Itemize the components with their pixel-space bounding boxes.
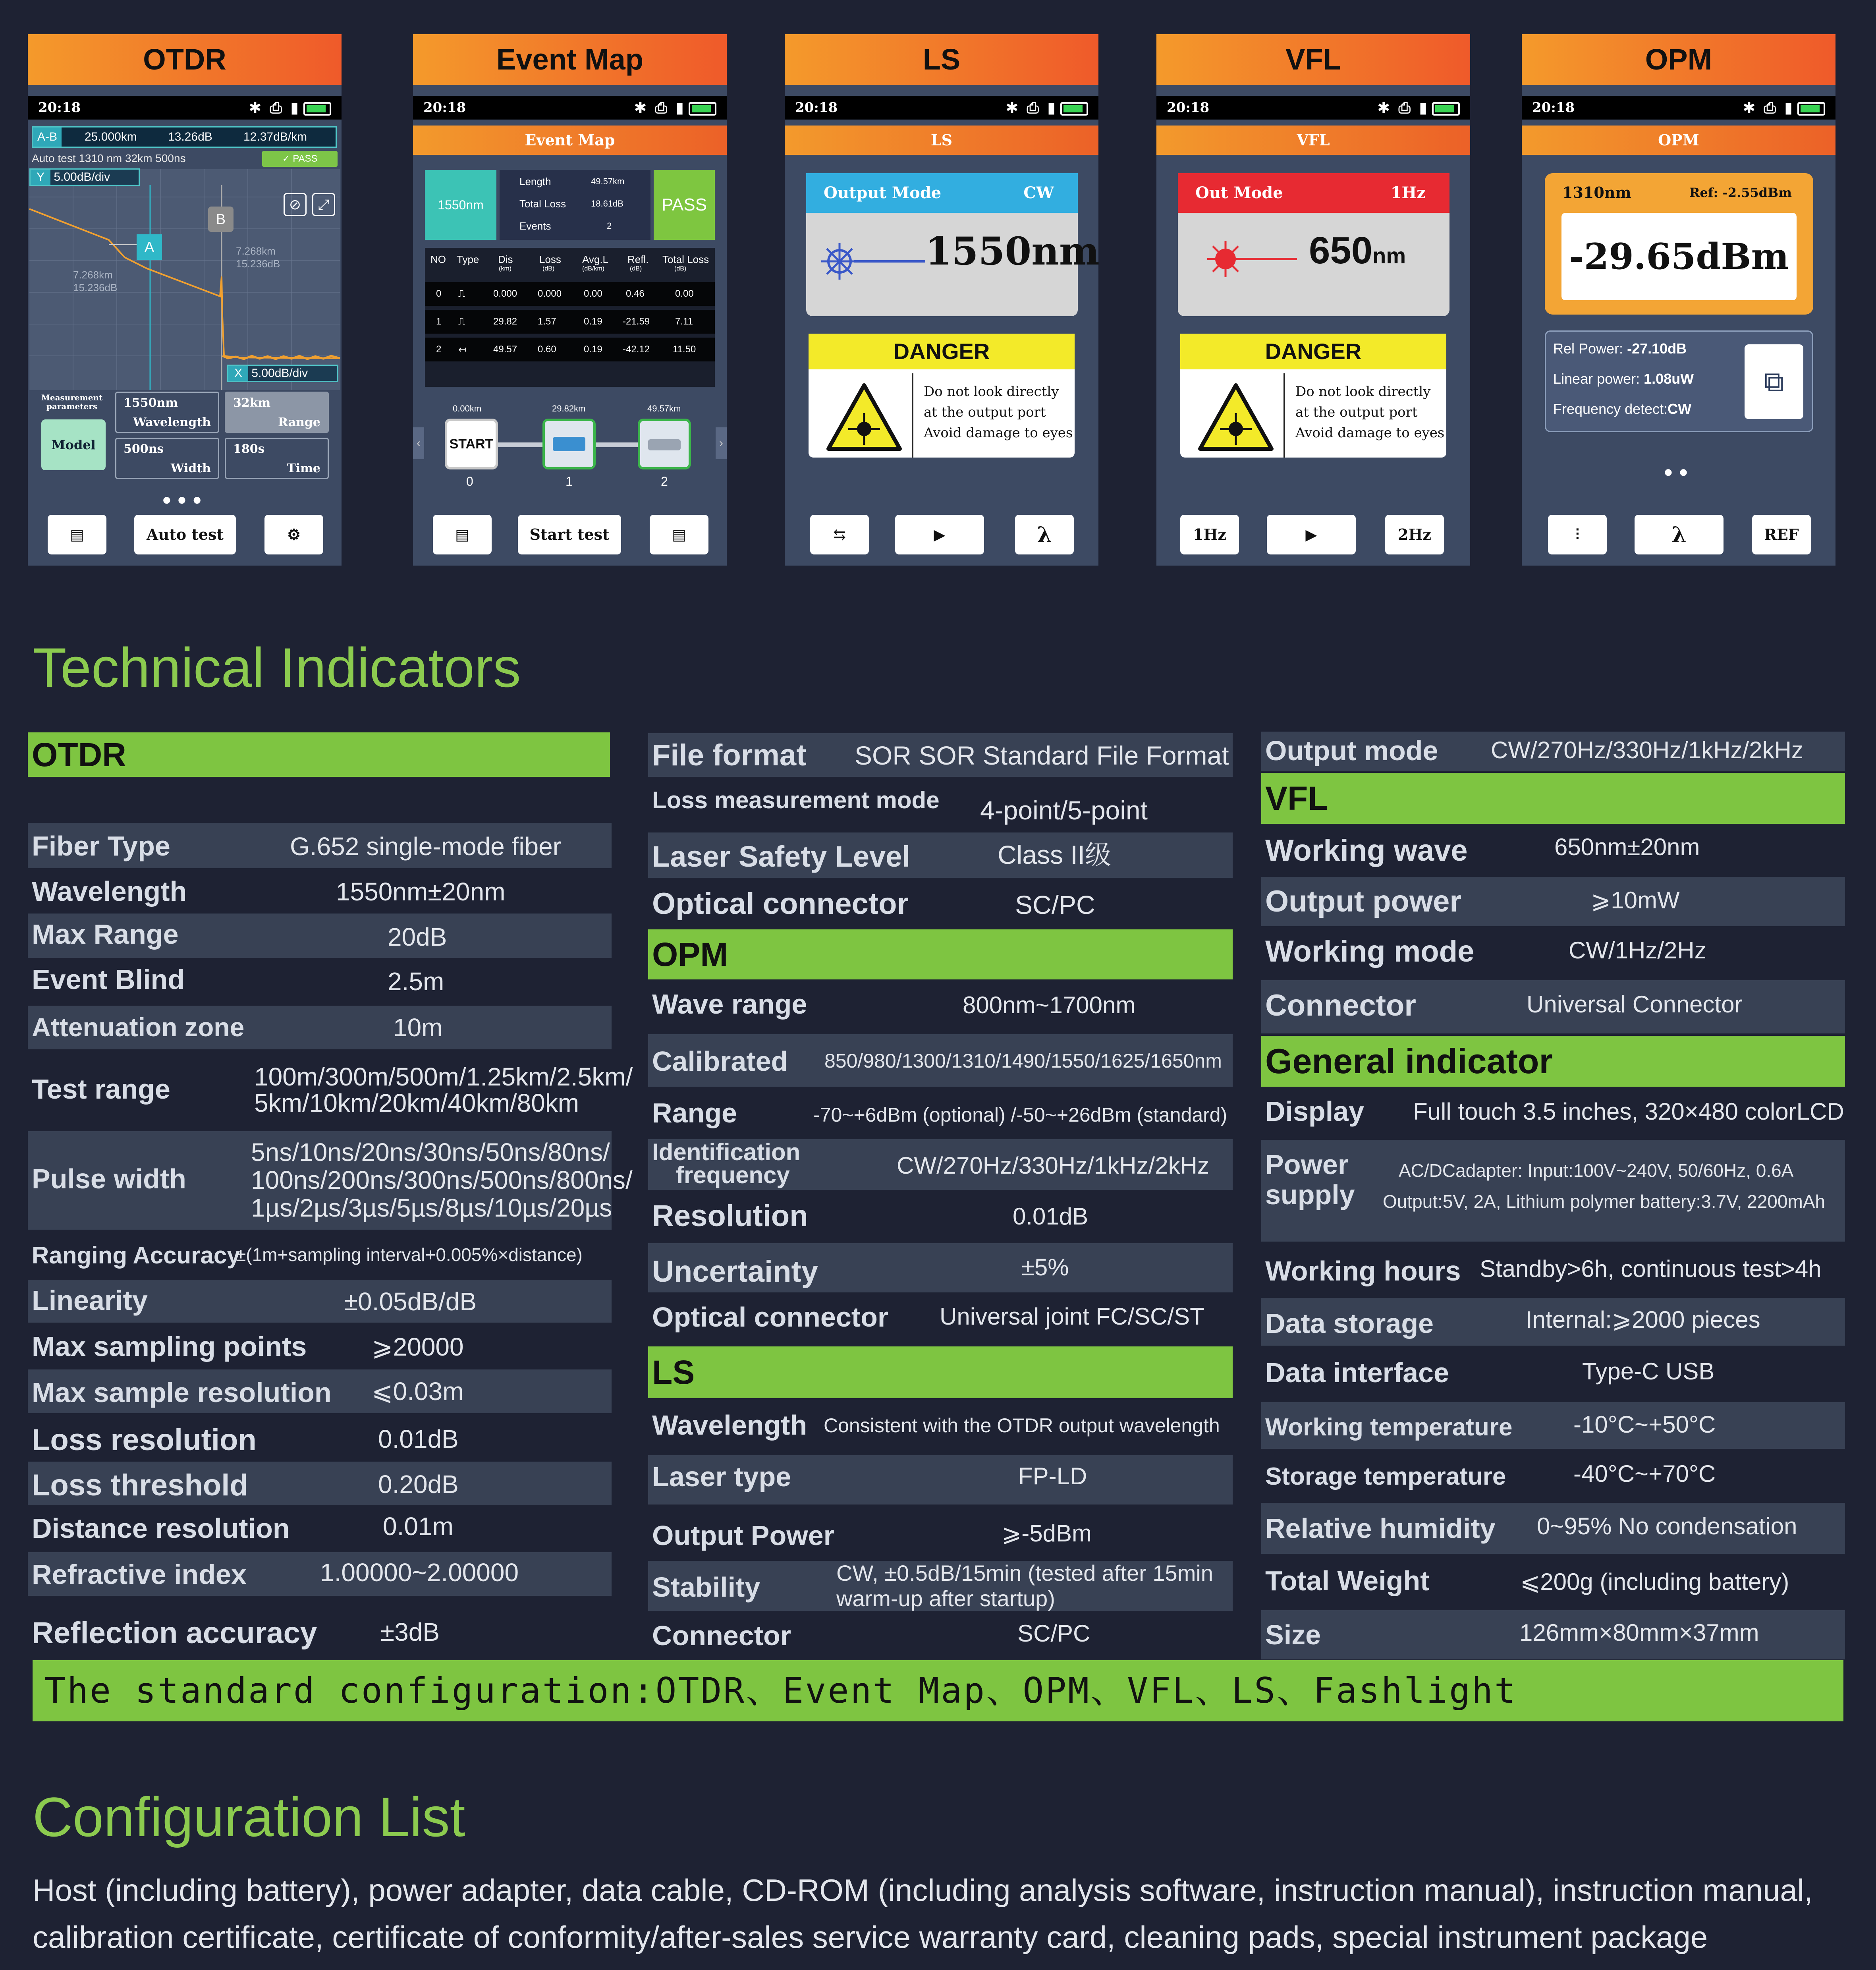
bluetooth-icon: ✱ — [634, 99, 648, 116]
spec-row: Connector SC/PC — [652, 1620, 1090, 1651]
settings-button[interactable] — [264, 515, 323, 554]
mode-switch-button[interactable] — [810, 515, 869, 554]
time-param[interactable]: 180s Time — [225, 438, 329, 479]
sd-card-icon: ▮ — [290, 99, 300, 116]
danger-warning: DANGER Do not look directly at the output port Avoid damage to eyes — [809, 334, 1075, 458]
status-icons — [634, 96, 716, 120]
wavelength-badge: 1550nm — [425, 170, 496, 240]
printer-icon: ⎙ — [1398, 99, 1412, 116]
battery-icon — [303, 102, 331, 116]
opm-reference: Ref: -2.55dBm — [1689, 185, 1792, 200]
vfl-screen — [1156, 34, 1470, 566]
spec-row: Total Weight ⩽200g (including battery) — [1265, 1565, 1789, 1596]
spec-row: Identification frequency CW/270Hz/330Hz/1kHz/2kHz — [648, 1139, 1233, 1190]
scroll-left-icon[interactable]: ‹ — [413, 427, 424, 459]
fullscreen-icon[interactable]: ⤢ — [312, 193, 335, 216]
sliders-icon: ⫶ — [1575, 525, 1579, 543]
sor-file-button[interactable] — [650, 515, 708, 554]
status-time: 20:18 — [1532, 100, 1575, 116]
spec-row: Working mode CW/1Hz/2Hz — [1265, 935, 1706, 968]
output-mode-header: Output Mode CW — [806, 173, 1078, 213]
spec-row: Output Power ⩾-5dBm — [652, 1520, 1092, 1551]
opm-spec-header: OPM — [648, 929, 1233, 979]
spec-row: File format SOR SOR Standard File Format — [648, 733, 1233, 777]
start-node[interactable]: START — [445, 419, 498, 469]
status-icons — [1377, 96, 1460, 120]
1hz-button[interactable]: 1Hz — [1180, 515, 1239, 554]
marker-a-readout: 7.268km 15.236dB — [73, 269, 118, 294]
pass-badge: PASS — [654, 170, 715, 240]
spec-row: Event Blind 2.5m — [32, 964, 444, 996]
spec-row: Optical connector SC/PC — [652, 887, 1095, 921]
opm-wavelength: 1310nm — [1562, 183, 1631, 201]
spec-row: Refractive index 1.00000~2.00000 — [28, 1552, 612, 1596]
status-bar — [1156, 96, 1470, 120]
ls-banner: LS — [785, 34, 1098, 85]
spec-row: Max Range 20dB — [28, 914, 612, 958]
ab-distance: 25.000km — [85, 130, 137, 143]
spec-row: Pulse width 5ns/10ns/20ns/30ns/50ns/80ns/ 100ns/200ns/300ns/500ns/800ns/ 1µs/2µs/3µs/5µs/8µs/10µs/20µs — [28, 1131, 612, 1230]
battery-icon — [1797, 102, 1825, 116]
end-event-node[interactable] — [638, 419, 691, 469]
output-mode-card[interactable] — [1178, 173, 1449, 316]
opm-screen — [1522, 34, 1835, 566]
model-button[interactable]: Model — [41, 419, 106, 470]
ls-title: LS — [785, 126, 1098, 155]
scroll-right-icon[interactable]: › — [716, 427, 727, 459]
auto-test-button[interactable]: Auto test — [134, 515, 236, 554]
ls-spec-header: LS — [648, 1346, 1233, 1398]
spec-row: Power supply AC/DCadapter: Input:100V~240V, 50/60Hz, 0.6A Output:5V, 2A, Lithium polymer battery:3.7V, 2200mAh — [1261, 1140, 1845, 1242]
marker-a[interactable]: A — [137, 234, 162, 260]
bluetooth-icon: ✱ — [249, 99, 263, 116]
spec-row: Attenuation zone 10m — [28, 1006, 612, 1049]
spec-row: Loss threshold 0.20dB — [28, 1462, 612, 1505]
spec-row: Linearity ±0.05dB/dB — [28, 1280, 612, 1323]
printer-icon: ⎙ — [1027, 99, 1040, 116]
opm-details: Rel Power: -27.10dB Linear power: 1.08uW Frequency detect:CW ⧉ — [1545, 330, 1813, 432]
page-dots: ●●● — [162, 491, 208, 508]
opm-power-value: -29.65dBm — [1561, 213, 1797, 300]
event-table: NO Type Dis Loss Avg.L Refl. Total Loss (km) (dB) (dB/km) (dB) (dB) 0 ⎍ 0.000 0.000 0.00 0.46 0.00 1 ⎍ 29.82 1.57 0.19 -21.59 7.11 2 ↤ 49.57 0.60 0.19 -42.12 11.50 — [425, 248, 715, 387]
sor-file-icon: ▤ — [672, 525, 686, 543]
technical-indicators-title: Technical Indicators — [33, 636, 521, 699]
status-time: 20:18 — [1167, 100, 1210, 116]
status-bar — [785, 96, 1098, 120]
spec-row: Calibrated 850/980/1300/1310/1490/1550/1625/1650nm — [648, 1034, 1233, 1087]
otdr-trace-graph[interactable] — [29, 169, 340, 390]
width-param[interactable]: 500ns Width — [115, 438, 219, 479]
spec-row: Working temperature -10°C~+50°C — [1261, 1402, 1845, 1449]
wavelength-button[interactable]: λ — [1635, 515, 1724, 554]
sd-card-icon: ▮ — [1047, 99, 1057, 116]
table-row[interactable]: 0 ⎍ 0.000 0.000 0.00 0.46 0.00 — [425, 282, 715, 306]
play-icon: ▶ — [1305, 525, 1317, 543]
spec-row: Reflection accuracy ±3dB — [32, 1616, 440, 1650]
battery-icon — [689, 102, 716, 116]
connector-icon — [553, 437, 585, 451]
danger-warning: DANGER Do not look directly at the output port Avoid damage to eyes — [1180, 334, 1446, 458]
pass-badge: ✓ PASS — [262, 151, 338, 167]
opm-title: OPM — [1522, 126, 1835, 155]
node-number: 1 — [566, 474, 573, 489]
bluetooth-icon: ✱ — [1006, 99, 1020, 116]
spec-row: Optical connector Universal joint FC/SC/ST — [652, 1302, 1204, 1333]
opm-banner: OPM — [1522, 34, 1835, 85]
ab-loss-per-km: 12.37dB/km — [243, 130, 307, 143]
status-bar — [413, 96, 727, 120]
printer-icon: ⎙ — [270, 99, 284, 116]
measurement-summary — [32, 126, 337, 148]
bluetooth-icon: ✱ — [1743, 99, 1757, 116]
vfl-banner: VFL — [1156, 34, 1470, 85]
otdr-spec-header: OTDR — [28, 732, 610, 777]
status-time: 20:18 — [795, 100, 838, 116]
spec-row: Size 126mm×80mm×37mm — [1261, 1610, 1845, 1659]
node-number: 2 — [661, 474, 668, 489]
ab-tag: A-B — [33, 127, 62, 147]
general-indicator-header: General indicator — [1261, 1036, 1845, 1087]
status-icons — [249, 96, 331, 120]
connector-event-node[interactable] — [542, 419, 596, 469]
start-test-button[interactable]: Start test — [518, 515, 621, 554]
sd-card-icon: ▮ — [1784, 99, 1794, 116]
spec-row: Relative humidity 0~95% No condensation — [1261, 1503, 1845, 1554]
status-time: 20:18 — [423, 100, 466, 116]
spec-row: Loss measurement mode 4-point/5-point — [652, 787, 1148, 825]
event-list-button[interactable] — [433, 515, 492, 554]
spec-row: Wave range 800nm~1700nm — [652, 989, 1136, 1020]
status-bar — [1522, 96, 1835, 120]
km-label: 49.57km — [647, 404, 681, 413]
spec-row: Laser Safety Level Class II级 — [648, 832, 1233, 878]
spec-row: Wavelength Consistent with the OTDR output wavelength — [652, 1410, 1220, 1441]
battery-icon — [1432, 102, 1460, 116]
event-map-banner: Event Map — [413, 34, 727, 85]
spec-row: Output power ⩾10mW — [1261, 877, 1845, 926]
ls-screen — [785, 34, 1098, 566]
event-map-screen — [413, 34, 727, 566]
output-mode-card[interactable] — [806, 173, 1100, 316]
settings-sliders-button[interactable] — [1548, 515, 1607, 554]
status-icons — [1743, 96, 1825, 120]
spec-row: Distance resolution 0.01m — [32, 1512, 454, 1544]
spec-row: Data interface Type-C USB — [1265, 1357, 1715, 1388]
km-label: 0.00km — [453, 404, 482, 413]
play-button[interactable] — [895, 515, 984, 554]
range-param[interactable]: 32km Range — [225, 392, 329, 433]
gear-icon: ⚙ — [287, 525, 301, 543]
laser-hazard-icon — [1196, 381, 1276, 453]
marker-b[interactable]: B — [208, 207, 234, 232]
otdr-banner: OTDR — [28, 34, 342, 85]
sor-file-icon: ▤ — [70, 525, 84, 543]
sd-card-icon: ▮ — [676, 99, 685, 116]
spec-row: Stability CW, ±0.5dB/15min (tested after 15min warm-up after startup) — [648, 1561, 1233, 1611]
x-scale[interactable]: X 5.00dB/div — [227, 365, 338, 382]
ref-button[interactable]: REF — [1752, 515, 1811, 554]
spec-row: Resolution 0.01dB — [652, 1199, 1089, 1233]
spec-row: Max sample resolution ⩽0.03m — [28, 1369, 612, 1413]
otdr-screen — [28, 34, 342, 566]
spec-row: Uncertainty ±5% — [648, 1243, 1233, 1292]
spec-row: Test range 100m/300m/500m/1.25km/2.5km/ 5km/10km/20km/40km/80km — [32, 1062, 633, 1117]
auto-test-line: Auto test 1310 nm 32km 500ns — [32, 152, 186, 164]
spec-row: Output mode CW/270Hz/330Hz/1kHz/2kHz — [1261, 732, 1845, 771]
measurement-params-label: Measurement parameters — [41, 393, 103, 411]
spec-row: Range -70~+6dBm (optional) /-50~+26dBm (standard) — [652, 1097, 1228, 1128]
spec-row: Wavelength 1550nm±20nm — [32, 876, 506, 907]
configuration-list-text: Host (including battery), power adapter, data cable, CD-ROM (including analysis software, instruction manual), instruction manual, calibration certificate, certificate of conformity/after-sales service warranty card, cleaning pads, special instrument package — [33, 1873, 1813, 1955]
event-map-title: Event Map — [413, 126, 727, 155]
2hz-button[interactable]: 2Hz — [1385, 515, 1444, 554]
vfl-wavelength-value: 650nm — [1309, 229, 1406, 272]
configuration-list-title: Configuration List — [33, 1786, 465, 1848]
wavelength-param[interactable]: 1550nm Wavelength — [115, 392, 219, 433]
node-number: 0 — [466, 474, 473, 489]
printer-icon: ⎙ — [1764, 99, 1778, 116]
marker-b-readout: 7.268km 15.236dB — [236, 245, 280, 270]
page-dots: ●● — [1663, 463, 1694, 481]
status-bar — [28, 96, 342, 120]
vfl-spec-header: VFL — [1261, 773, 1845, 824]
vfl-title: VFL — [1156, 126, 1470, 155]
spec-row: Loss resolution 0.01dB — [32, 1423, 459, 1457]
sor-file-button[interactable] — [48, 515, 106, 554]
table-row[interactable]: 2 ↤ 49.57 0.60 0.19 -42.12 11.50 — [425, 338, 715, 361]
table-row[interactable]: 1 ⎍ 29.82 1.57 0.19 -21.59 7.11 — [425, 310, 715, 334]
spec-row: Data storage Internal:⩾2000 pieces — [1261, 1298, 1845, 1346]
spec-row: Connector Universal Connector — [1261, 980, 1845, 1033]
spec-row: Display Full touch 3.5 inches, 320×480 colorLCD — [1265, 1096, 1844, 1127]
wavelength-button[interactable]: λ — [1015, 515, 1074, 554]
play-button[interactable] — [1267, 515, 1356, 554]
ab-loss: 13.26dB — [168, 130, 212, 143]
standard-configuration-banner: The standard configuration:OTDR、Event Map、OPM、VFL、LS、Fashlight — [33, 1660, 1843, 1721]
switch-icon: ⇆ — [833, 525, 846, 543]
fiber-end-icon — [648, 439, 681, 450]
ls-wavelength-value: 1550nm — [925, 229, 1100, 274]
power-reading-card — [1545, 173, 1813, 315]
bluetooth-icon: ✱ — [1377, 99, 1392, 116]
y-scale[interactable]: Y 5.00dB/div — [29, 168, 140, 186]
km-label: 29.82km — [552, 404, 586, 413]
status-time: 20:18 — [38, 100, 81, 116]
spec-row: Fiber Type G.652 single-mode fiber — [28, 823, 612, 868]
hide-eye-icon[interactable]: ⊘ — [284, 193, 307, 216]
connection-icon[interactable]: ⧉ — [1745, 344, 1803, 419]
spec-row: Storage temperature -40°C~+70°C — [1265, 1460, 1716, 1490]
output-mode-header: Out Mode 1Hz — [1178, 173, 1449, 213]
spec-row: Max sampling points ⩾20000 — [32, 1331, 464, 1362]
sd-card-icon: ▮ — [1419, 99, 1429, 116]
summary-box: Length 49.57km Total Loss 18.61dB Events 2 — [500, 170, 650, 240]
battery-icon — [1060, 102, 1088, 116]
status-icons — [1006, 96, 1088, 120]
spec-row: Ranging Accuracy ±(1m+sampling interval+0.005%×distance) — [32, 1242, 583, 1269]
spec-row: Working hours Standby>6h, continuous test>4h — [1265, 1255, 1822, 1286]
play-icon: ▶ — [934, 525, 946, 543]
printer-icon: ⎙ — [655, 99, 669, 116]
laser-hazard-icon — [824, 381, 904, 453]
document-icon: ▤ — [455, 525, 469, 543]
spec-row: Laser type FP-LD — [648, 1455, 1233, 1505]
spec-row: Working wave 650nm±20nm — [1265, 834, 1700, 867]
